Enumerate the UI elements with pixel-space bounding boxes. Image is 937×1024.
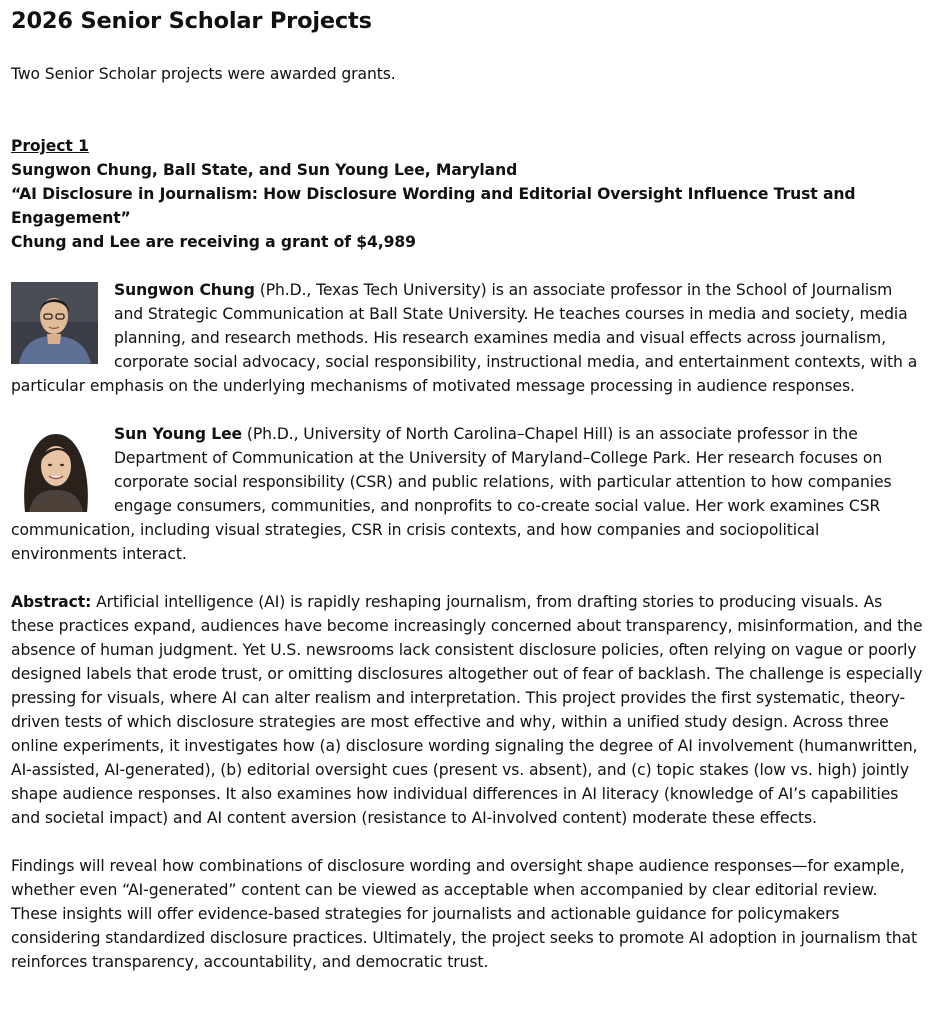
project-label: Project 1: [11, 137, 89, 155]
bio-sun-young-lee: [11, 422, 926, 566]
intro-text: Two Senior Scholar projects were awarded grants.: [11, 65, 396, 83]
findings-text: Findings will reveal how combinations of disclosure wording and oversight shape audience responses—for example, whether even “AI-generated” content can be viewed as acceptable when accompanied by clear editorial review. These insights will offer evidence-based strategies for journalists and actionable guidance for policymakers considering standardized disclosure practices. Ultimately, the project seeks to promote AI adoption in journalism that reinforces transparency, accountability, and democratic trust.: [11, 857, 918, 971]
abstract: [11, 590, 926, 830]
sungwon-chung-photo: [11, 282, 98, 364]
portrait-image: [11, 282, 98, 364]
project-grant: Chung and Lee are receiving a grant of $4,989: [11, 233, 416, 251]
portrait-image: [11, 426, 98, 512]
bio-name: Sungwon Chung: [114, 281, 255, 299]
abstract-label: Abstract:: [11, 593, 92, 611]
page-title: 2026 Senior Scholar Projects: [11, 8, 372, 34]
project-authors: Sungwon Chung, Ball State, and Sun Young Lee, Maryland: [11, 161, 518, 179]
project-header: [11, 134, 926, 254]
bio-text: (Ph.D., Texas Tech University) is an associate professor in the School of Journalism and Strategic Communication at Ball State University. He teaches courses in media and society, media planning, and research methods. His research examines media and visual effects across journalism, corporate social advocacy, social responsibility, instructional media, and entertainment contexts, with a particular emphasis on the underlying mechanisms of motivated message processing in audience responses.: [11, 281, 918, 395]
bio-name: Sun Young Lee: [114, 425, 243, 443]
bio-text: (Ph.D., University of North Carolina–Chapel Hill) is an associate professor in the Department of Communication at the University of Maryland–College Park. Her research focuses on corporate social responsibility (CSR) and public relations, with particular attention to how companies engage consumers, communities, and nonprofits to co-create social value. Her work examines CSR communication, including visual strategies, CSR in crisis contexts, and how companies and sociopolitical environments interact.: [11, 425, 892, 563]
sun-young-lee-photo: [11, 426, 98, 512]
project-title: “AI Disclosure in Journalism: How Disclosure Wording and Editorial Oversight Influence Trust and Engagement”: [11, 185, 856, 227]
abstract-text: Artificial intelligence (AI) is rapidly reshaping journalism, from drafting stories to producing visuals. As these practices expand, audiences have become increasingly concerned about transparency, misinformation, and the absence of human judgment. Yet U.S. newsrooms lack consistent disclosure policies, often relying on vague or poorly designed labels that erode trust, or omitting disclosures altogether out of fear of backlash. The challenge is especially pressing for visuals, where AI can alter realism and interpretation. This project provides the first systematic, theory-driven tests of which disclosure strategies are most effective and why, within a unified study design. Across three online experiments, it investigates how (a) disclosure wording signaling the degree of AI involvement (humanwritten, AI-assisted, AI-generated), (b) editorial oversight cues (present vs. absent), and (c) topic stakes (low vs. high) jointly shape audience responses. It also examines how individual differences in AI literacy (knowledge of AI’s capabilities and societal impact) and AI content aversion (resistance to AI-involved content) moderate these effects.: [11, 593, 923, 827]
bio-sungwon-chung: [11, 278, 926, 398]
